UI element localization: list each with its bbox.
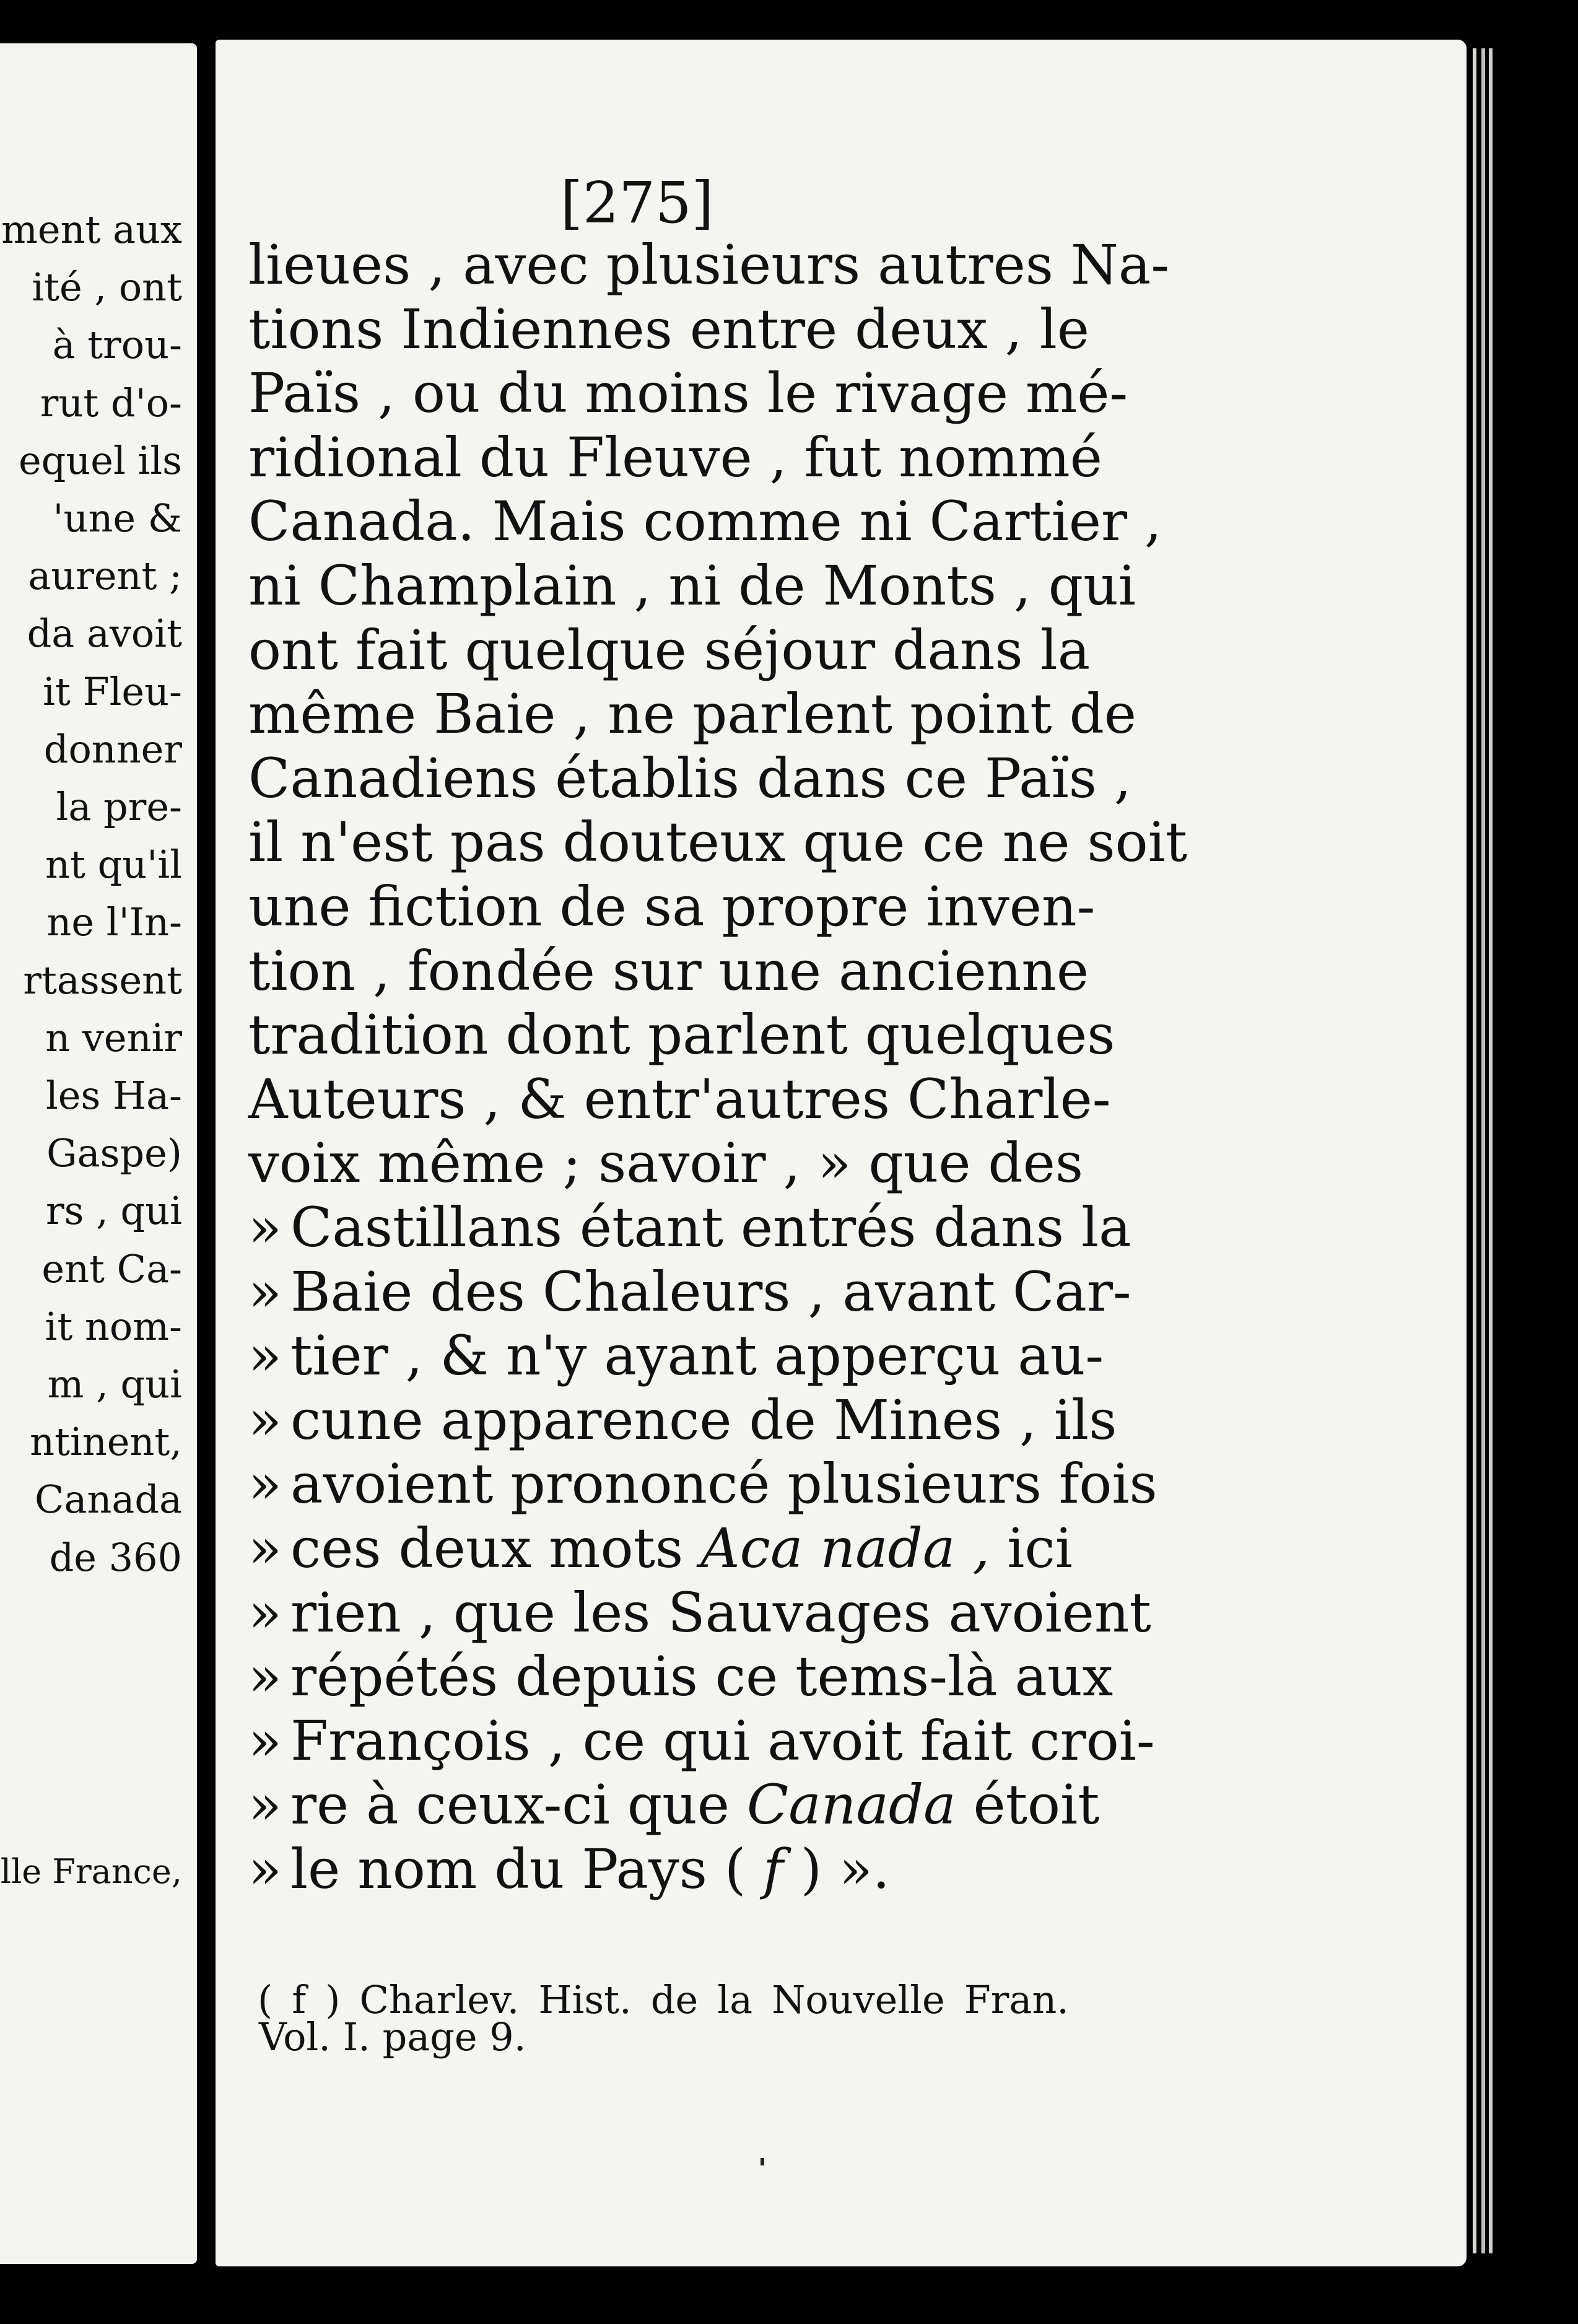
page-number: [275]	[560, 170, 714, 236]
ink-speck	[761, 2158, 764, 2165]
left-page-line: lle France,	[0, 1852, 182, 1891]
right-page	[216, 40, 1467, 2266]
line-text	[248, 1131, 1083, 1195]
quote-mark: »	[248, 1387, 282, 1452]
text-line	[248, 361, 1128, 426]
line-text	[290, 1259, 1131, 1324]
left-page-line: ent Ca-	[41, 1246, 182, 1291]
left-page-line: ité , ont	[32, 264, 182, 310]
line-text	[248, 875, 1096, 938]
line-text	[290, 1452, 1157, 1516]
text-line	[248, 1387, 1117, 1452]
line-text-main: François , ce qui avoit fait croi-	[290, 1708, 1155, 1773]
footnote-line-2: Vol. I. page 9.	[259, 2014, 526, 2060]
line-text-main: rien , que les Sauvages avoient	[290, 1580, 1151, 1645]
text-line	[248, 1324, 1104, 1388]
text-line	[248, 1067, 1111, 1131]
line-text	[290, 1195, 1131, 1259]
line-text-main: le nom du Pays (	[290, 1837, 746, 1901]
text-line	[248, 938, 1089, 1003]
line-text	[248, 489, 1162, 554]
line-text-after: ici	[1007, 1516, 1073, 1580]
left-page-line: nt qu'il	[45, 842, 182, 888]
left-page-line: ment aux	[1, 207, 182, 252]
line-text-main: Baie des Chaleurs , avant Car-	[290, 1259, 1131, 1324]
line-text	[248, 1003, 1115, 1067]
line-text	[290, 1837, 1069, 1901]
left-page-line: rtassent	[23, 957, 182, 1003]
page-edge	[1489, 48, 1493, 2253]
left-page-line: ne l'In-	[46, 899, 182, 945]
line-text-main: ces deux mots	[290, 1516, 684, 1580]
line-text	[290, 1645, 1114, 1709]
line-text	[248, 682, 1136, 746]
quote-mark: »	[248, 1580, 282, 1645]
quote-mark: »	[248, 1259, 282, 1324]
line-text-main: ni Champlain , ni de Monts , qui	[248, 554, 1136, 618]
left-page-line: da avoit	[27, 611, 182, 657]
text-line	[248, 1837, 1069, 1901]
quote-mark: »	[248, 1837, 282, 1901]
text-line	[248, 1516, 1073, 1580]
quote-mark: »	[248, 1452, 282, 1516]
left-page-line: donner	[43, 726, 182, 772]
line-text-main: ont fait quelque séjour dans la	[248, 618, 1091, 682]
quote-mark: »	[248, 1195, 282, 1259]
line-text-main: une fiction de sa propre inven-	[248, 875, 1096, 938]
line-text-main: tions Indiennes entre deux , le	[248, 297, 1089, 361]
text-line	[248, 1003, 1115, 1067]
left-page-line: it nom-	[45, 1303, 182, 1349]
quote-mark: »	[248, 1516, 282, 1580]
text-line	[248, 1580, 1151, 1645]
line-text	[290, 1708, 1155, 1773]
line-text-main: Païs , ou du moins le rivage mé-	[248, 361, 1128, 426]
line-text-main: tier , & n'y ayant apperçu au-	[290, 1324, 1104, 1388]
line-text	[248, 810, 1188, 875]
text-line	[248, 875, 1096, 938]
line-text-main: ridional du Fleuve , fut nommé	[248, 425, 1102, 489]
text-line	[248, 1259, 1131, 1324]
text-line	[248, 425, 1102, 489]
left-page-line: rs , qui	[45, 1188, 182, 1234]
quote-mark: »	[248, 1645, 282, 1709]
text-line	[248, 810, 1188, 875]
text-line	[248, 554, 1136, 618]
line-text	[290, 1516, 1073, 1580]
left-page-line: ntinent,	[30, 1419, 182, 1465]
line-text-main: tradition dont parlent quelques	[248, 1003, 1115, 1067]
text-line	[248, 682, 1136, 746]
page-edge	[1481, 48, 1485, 2253]
left-page-line: it Fleu-	[43, 668, 182, 714]
line-text	[290, 1773, 1100, 1837]
line-text	[248, 554, 1136, 618]
line-text	[248, 233, 1170, 297]
left-page-line: 'une &	[53, 496, 182, 541]
line-text-main: voix même ; savoir , » que des	[248, 1131, 1083, 1195]
left-page-line: à trou-	[52, 322, 182, 368]
line-text-main: Canada. Mais comme ni Cartier ,	[248, 489, 1162, 554]
line-text	[290, 1580, 1151, 1645]
left-page-line: aurent ;	[28, 553, 182, 599]
left-page-line: rut d'o-	[40, 380, 182, 426]
left-page-line: Canada	[35, 1477, 182, 1522]
line-text-main: répétés depuis ce tems-là aux	[290, 1645, 1114, 1709]
line-text-main: Canadiens établis dans ce Païs ,	[248, 746, 1131, 810]
line-text	[248, 938, 1089, 1003]
text-line	[248, 1452, 1157, 1516]
line-text	[248, 1067, 1111, 1131]
text-line	[248, 1773, 1100, 1837]
line-text	[290, 1387, 1117, 1452]
line-text-main: lieues , avec plusieurs autres Na-	[248, 233, 1170, 297]
line-text-after: étoit	[973, 1773, 1100, 1837]
page-edge	[1473, 48, 1476, 2253]
left-page-line: n venir	[45, 1015, 182, 1060]
left-page-line: Gaspe)	[46, 1130, 182, 1176]
text-line	[248, 233, 1170, 297]
italic-term: Canada	[746, 1773, 956, 1837]
line-text	[248, 361, 1128, 426]
left-page-line: la pre-	[56, 784, 182, 829]
left-page-line: equel ils	[18, 437, 182, 483]
line-text	[290, 1324, 1104, 1388]
text-line	[248, 618, 1091, 682]
line-text-main: cune apparence de Mines , ils	[290, 1387, 1117, 1452]
line-text-main: tion , fondée sur une ancienne	[248, 938, 1089, 1003]
line-text-main: Castillans étant entrés dans la	[290, 1195, 1131, 1259]
quote-mark: »	[248, 1708, 282, 1773]
text-line	[248, 297, 1089, 361]
line-text-main: re à ceux-ci que	[290, 1773, 730, 1837]
italic-term: Aca nada ,	[700, 1516, 990, 1580]
text-line	[248, 1195, 1131, 1259]
left-page-line: de 360	[49, 1534, 182, 1580]
line-text-main: avoient prononcé plusieurs fois	[290, 1452, 1157, 1516]
line-text	[248, 297, 1089, 361]
text-line	[248, 1131, 1083, 1195]
quote-mark: »	[248, 1324, 282, 1388]
text-line	[248, 489, 1162, 554]
text-line	[248, 1645, 1114, 1709]
line-text	[248, 746, 1131, 810]
left-page	[0, 43, 197, 2264]
italic-term: f	[763, 1837, 783, 1901]
text-line	[248, 746, 1131, 810]
line-text-main: même Baie , ne parlent point de	[248, 682, 1136, 746]
left-page-line: m , qui	[47, 1361, 182, 1407]
left-page-line: les Ha-	[45, 1073, 182, 1118]
line-text	[248, 618, 1091, 682]
text-line	[248, 1708, 1155, 1773]
line-text	[248, 425, 1102, 489]
footnote-line-1: ( f ) Charlev. Hist. de la Nouvelle Fran.	[258, 1977, 1069, 2022]
line-text-main: il n'est pas douteux que ce ne soit	[248, 810, 1188, 875]
line-text-after: ) ».	[800, 1837, 890, 1901]
quote-mark: »	[248, 1773, 282, 1837]
line-text-main: Auteurs , & entr'autres Charle-	[248, 1067, 1111, 1131]
